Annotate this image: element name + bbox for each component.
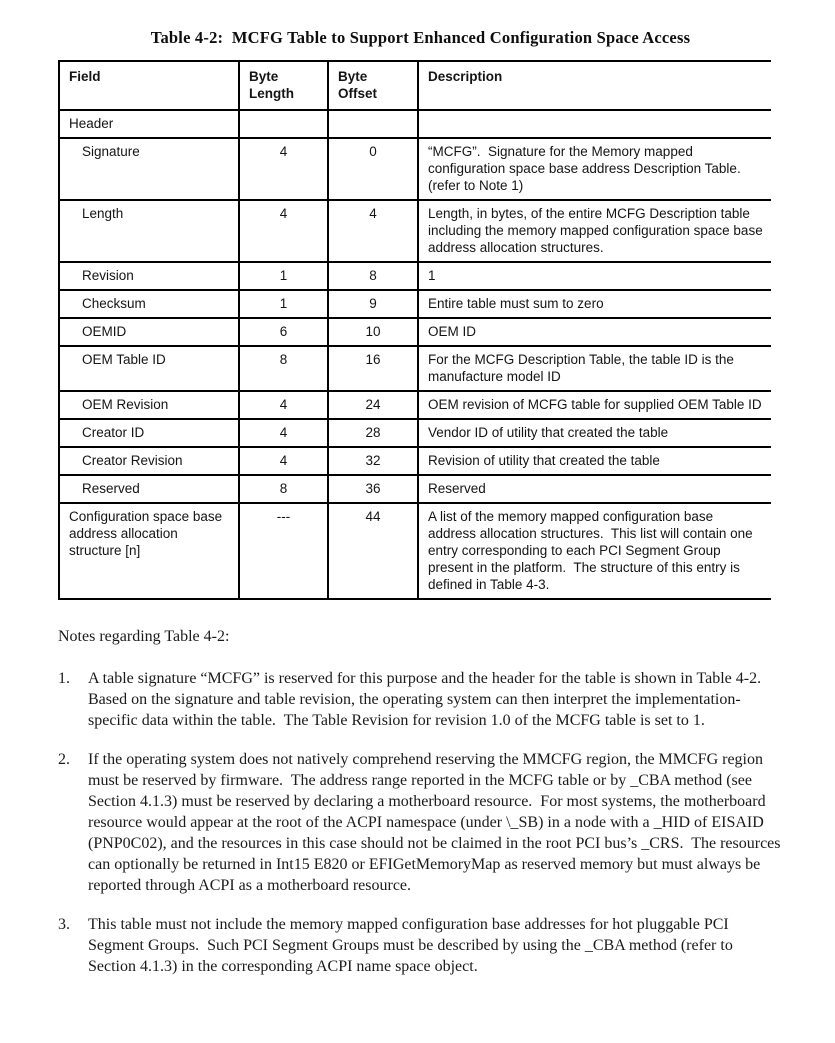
byte-length-cell: 4: [239, 138, 328, 200]
note-number: 1.: [58, 670, 70, 687]
byte-offset-cell: [328, 110, 418, 138]
description-cell: [418, 110, 771, 138]
byte-offset-cell: 32: [328, 447, 418, 475]
table-row-checksum: [59, 290, 771, 318]
byte-offset-cell: 10: [328, 318, 418, 346]
note-item-2: [58, 749, 784, 896]
table-row-oem-table-id: [59, 346, 771, 391]
byte-length-cell: 1: [239, 290, 328, 318]
byte-length-cell: [239, 110, 328, 138]
description-cell: For the MCFG Description Table, the table ID is the manufacture model ID: [418, 346, 771, 391]
table-caption: Table 4-2: MCFG Table to Support Enhanced Configuration Space Access: [150, 28, 691, 47]
description-cell: OEM revision of MCFG table for supplied OEM Table ID: [418, 391, 771, 419]
byte-length-cell: 4: [239, 200, 328, 262]
table-row-length: [59, 200, 771, 262]
byte-length-cell: 8: [239, 475, 328, 503]
field-cell: Length: [59, 200, 239, 262]
description-cell: 1: [418, 262, 771, 290]
byte-offset-cell: 0: [328, 138, 418, 200]
note-number: 2.: [58, 751, 70, 768]
mcfg-table: [58, 60, 771, 600]
description-cell: A list of the memory mapped configuration base address allocation structures. This list will contain one entry corresponding to each PCI Segment Group present in the platform. The structure of this entry is defined in Table 4-3.: [418, 503, 771, 599]
column-header-field: Field: [59, 61, 239, 110]
byte-offset-cell: 8: [328, 262, 418, 290]
description-cell: Reserved: [418, 475, 771, 503]
table-row-revision: [59, 262, 771, 290]
byte-offset-cell: 9: [328, 290, 418, 318]
note-number: 3.: [58, 916, 70, 933]
field-cell: OEMID: [59, 318, 239, 346]
field-cell: Checksum: [59, 290, 239, 318]
byte-length-cell: 4: [239, 391, 328, 419]
byte-length-cell: 4: [239, 447, 328, 475]
byte-length-cell: 6: [239, 318, 328, 346]
field-cell: OEM Table ID: [59, 346, 239, 391]
table-row-config-space-structure: [59, 503, 771, 599]
table-row-creator-id: [59, 419, 771, 447]
field-cell: Header: [59, 110, 239, 138]
column-header-byte-offset: Byte Offset: [328, 61, 418, 110]
table-row-reserved: [59, 475, 771, 503]
byte-length-cell: ---: [239, 503, 328, 599]
field-cell: Reserved: [59, 475, 239, 503]
table-row-signature: [59, 138, 771, 200]
column-header-description: Description: [418, 61, 771, 110]
field-cell: Creator ID: [59, 419, 239, 447]
note-text: A table signature “MCFG” is reserved for this purpose and the header for the table is shown in Table 4-2. Based on the signature and table revision, the operating system can then interpret the implementation-specific data within the table. The Table Revision for revision 1.0 of the MCFG table is set to 1.: [88, 670, 770, 729]
byte-offset-cell: 28: [328, 419, 418, 447]
description-cell: Vendor ID of utility that created the table: [418, 419, 771, 447]
table-row-oemid: [59, 318, 771, 346]
field-cell: Creator Revision: [59, 447, 239, 475]
note-item-3: [58, 914, 784, 977]
description-cell: Revision of utility that created the table: [418, 447, 771, 475]
table-row-header: [59, 110, 771, 138]
notes-section: [58, 626, 784, 977]
table-row-creator-revision: [59, 447, 771, 475]
description-cell: OEM ID: [418, 318, 771, 346]
byte-offset-cell: 16: [328, 346, 418, 391]
byte-length-cell: 8: [239, 346, 328, 391]
byte-offset-cell: 4: [328, 200, 418, 262]
byte-offset-cell: 24: [328, 391, 418, 419]
note-text: If the operating system does not natively comprehend reserving the MMCFG region, the MMCFG region must be reserved by firmware. The address range reported in the MCFG table or by _CBA method (see Section 4.1.3) must be reserved by declaring a motherboard resource. For most systems, the motherboard resource would appear at the root of the ACPI namespace (under \_SB) in a node with a _HID of EISAID (PNP0C02), and the resources in this case should not be claimed in the root PCI bus’s _CRS. The resources can optionally be returned in Int15 E820 or EFIGetMemoryMap as reserved memory but must always be reported through ACPI as a motherboard resource.: [88, 751, 785, 894]
description-cell: Entire table must sum to zero: [418, 290, 771, 318]
description-cell: “MCFG”. Signature for the Memory mapped configuration space base address Description Table. (refer to Note 1): [418, 138, 771, 200]
note-text: This table must not include the memory mapped configuration base addresses for hot pluggable PCI Segment Groups. Such PCI Segment Groups must be described by using the _CBA method (refer to Section 4.1.3) in the corresponding ACPI name space object.: [88, 916, 737, 975]
field-cell: Signature: [59, 138, 239, 200]
byte-offset-cell: 44: [328, 503, 418, 599]
column-header-byte-length: Byte Length: [239, 61, 328, 110]
field-cell: OEM Revision: [59, 391, 239, 419]
description-cell: Length, in bytes, of the entire MCFG Description table including the memory mapped configuration space base address allocation structures.: [418, 200, 771, 262]
byte-length-cell: 1: [239, 262, 328, 290]
table-header-row: [59, 61, 771, 110]
byte-offset-cell: 36: [328, 475, 418, 503]
field-cell: Configuration space base address allocation structure [n]: [59, 503, 239, 599]
table-row-oem-revision: [59, 391, 771, 419]
notes-heading: Notes regarding Table 4-2:: [58, 628, 230, 645]
field-cell: Revision: [59, 262, 239, 290]
note-item-1: [58, 668, 784, 731]
byte-length-cell: 4: [239, 419, 328, 447]
